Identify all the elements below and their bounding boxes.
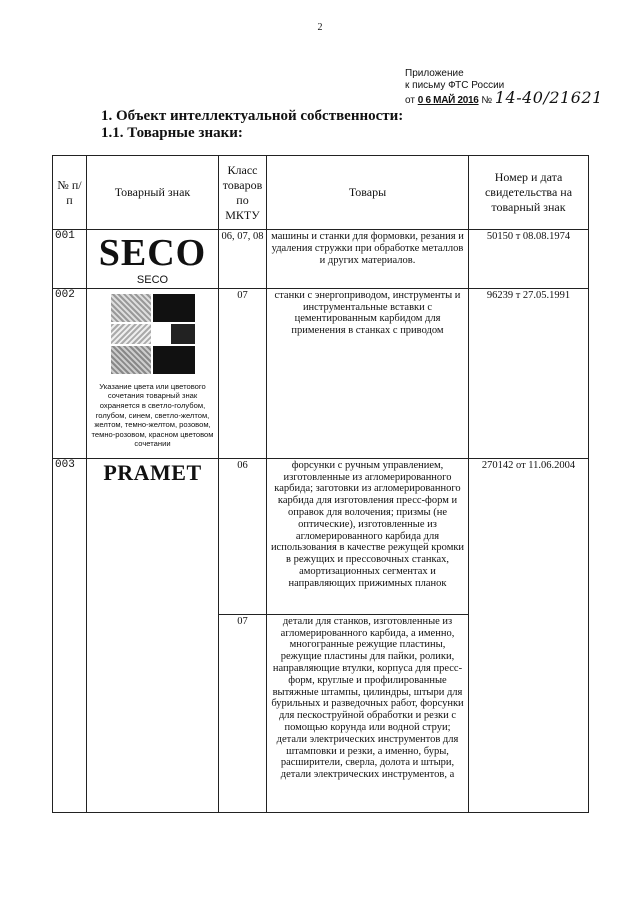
table-row <box>53 288 589 458</box>
certificate-cell: 270142 от 11.06.2004 <box>469 458 589 812</box>
date-stamp: 0 6 МАЙ 2016 <box>417 95 479 106</box>
appendix-title: Приложение <box>405 68 464 79</box>
class-cell: 06 <box>219 458 267 614</box>
row-num: 002 <box>53 288 87 458</box>
certificate-cell: 50150 т 08.08.1974 <box>469 230 589 289</box>
class-cell: 07 <box>219 614 267 812</box>
appendix-letter-ref: к письму ФТС России <box>405 80 505 91</box>
trademark-cell <box>87 288 219 458</box>
header-mark: Товарный знак <box>87 156 219 230</box>
table-header-row <box>53 156 589 230</box>
handwritten-letter-number: 14-40/21621 <box>494 88 603 107</box>
header-goods: Товары <box>267 156 469 230</box>
goods-cell: станки с энергоприводом, инструменты и инструментальные вставки с цементированным карбидом для применения в станках с приводом <box>267 288 469 458</box>
appendix-date-number-line <box>405 88 603 107</box>
trademark-cell <box>87 458 219 812</box>
certificate-cell: 96239 т 27.05.1991 <box>469 288 589 458</box>
goods-cell: форсунки с ручным управлением, изготовленные из агломерированного карбида; заготовки из агломерированного карбида для изготовления пресс-форм и оправок для волочения; призмы (не оптические), изготовленные из агломерированного карбида для использования в качестве режущей кромки в режущих и прессовочных станках, амортизационных сегментах и направляющих прижимных планок <box>267 458 469 614</box>
row-num: 001 <box>53 230 87 289</box>
header-num: № п/п <box>53 156 87 230</box>
appendix-block <box>405 68 603 107</box>
pramet-logo: PRAMET <box>103 459 202 485</box>
subsection-title: 1.1. Товарные знаки: <box>101 125 243 141</box>
goods-cell: машины и станки для формовки, резания и удаления стружки при обработке металлов и других материалов. <box>267 230 469 289</box>
page-number: 2 <box>317 22 323 33</box>
row-num: 003 <box>53 458 87 812</box>
table-row <box>53 230 589 289</box>
seco-caption: SECO <box>136 274 169 286</box>
table-row <box>53 458 589 614</box>
section-title: 1. Объект интеллектуальной собственности: <box>101 108 404 124</box>
from-label: от <box>405 95 415 106</box>
header-cert: Номер и дата свидетельства на товарный знак <box>469 156 589 230</box>
trademarks-table <box>52 155 589 813</box>
class-cell: 07 <box>219 288 267 458</box>
class-cell: 06, 07, 08 <box>219 230 267 289</box>
color-trademark-image <box>111 294 195 374</box>
color-protection-note: Указание цвета или цветового сочетания товарный знак охраняется в светло-голубом, голубом, синем, светло-желтом, желтом, темно-желтом, розовом, темно-розовом, красном цветовом сочетании <box>91 381 214 449</box>
goods-cell: детали для станков, изготовленные из агломерированного карбида, а именно, многогранные режущие пластины, режущие пластины для пайки, ролики, направляющие втулки, корпуса для пресс-форм, круглые и профилированные вытяжные штампы, цилиндры, штыри для бурильных и разведочных работ, форсунки для пескоструйной обработки и резки с помощью корунда или водной струи; детали электрических инструментов для штамповки и резки, а именно, буры, расширители, сверла, долота и штыри, детали электрических инструментов, а <box>267 614 469 812</box>
number-label: № <box>481 95 493 106</box>
trademark-cell <box>87 230 219 289</box>
header-class: Класс товаров по МКТУ <box>219 156 267 230</box>
seco-logo: SECO <box>98 232 207 274</box>
